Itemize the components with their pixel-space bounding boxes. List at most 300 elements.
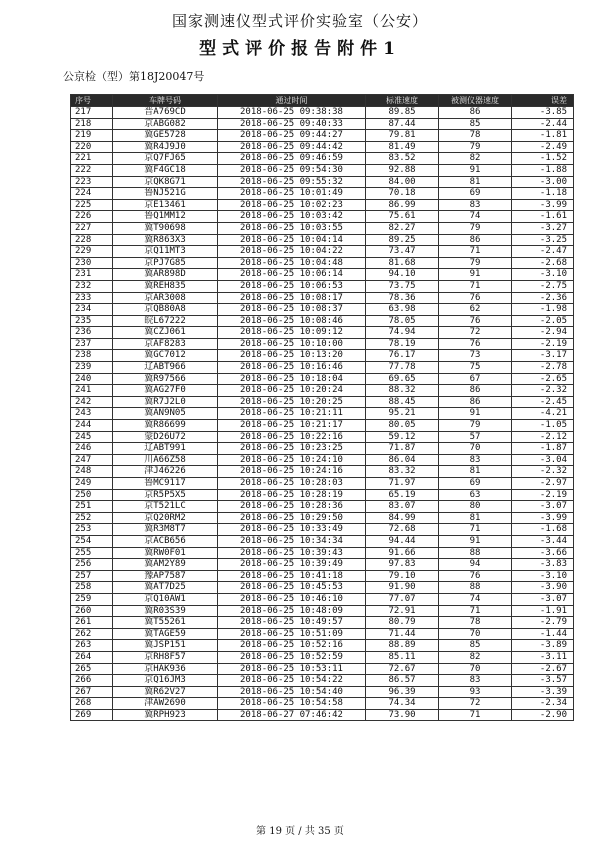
cell-index: 261 [71,617,113,629]
cell-index: 242 [71,396,113,408]
cell-error: -3.44 [512,535,574,547]
cell-error: -2.65 [512,373,574,385]
table-row [71,524,574,536]
table-row [71,188,574,200]
cell-plate: 京AR3008 [113,292,218,304]
cell-standard-speed: 92.88 [366,164,439,176]
cell-standard-speed: 78.36 [366,292,439,304]
cell-measured-speed: 88 [439,582,512,594]
cell-standard-speed: 84.00 [366,176,439,188]
cell-measured-speed: 79 [439,222,512,234]
cell-error: -2.45 [512,396,574,408]
cell-time: 2018-06-25 10:03:55 [218,222,366,234]
cell-time: 2018-06-25 09:46:59 [218,153,366,165]
cell-index: 241 [71,385,113,397]
cell-time: 2018-06-25 09:44:27 [218,130,366,142]
cell-index: 231 [71,269,113,281]
table-row [71,385,574,397]
cell-error: -2.47 [512,246,574,258]
cell-error: -3.57 [512,675,574,687]
cell-measured-speed: 88 [439,547,512,559]
cell-measured-speed: 81 [439,466,512,478]
table-row [71,420,574,432]
cell-time: 2018-06-25 10:10:00 [218,338,366,350]
table-row [71,199,574,211]
cell-standard-speed: 83.52 [366,153,439,165]
cell-standard-speed: 83.32 [366,466,439,478]
cell-measured-speed: 82 [439,153,512,165]
cell-error: -3.27 [512,222,574,234]
cell-measured-speed: 79 [439,420,512,432]
table-row [71,141,574,153]
cell-index: 217 [71,107,113,119]
cell-error: -2.32 [512,385,574,397]
cell-index: 228 [71,234,113,246]
cell-time: 2018-06-25 09:40:33 [218,118,366,130]
cell-measured-speed: 73 [439,350,512,362]
cell-standard-speed: 79.81 [366,130,439,142]
cell-measured-speed: 82 [439,651,512,663]
cell-standard-speed: 88.45 [366,396,439,408]
cell-measured-speed: 83 [439,199,512,211]
cell-standard-speed: 78.19 [366,338,439,350]
cell-error: -3.90 [512,582,574,594]
cell-index: 234 [71,304,113,316]
cell-time: 2018-06-25 10:04:14 [218,234,366,246]
cell-measured-speed: 80 [439,501,512,513]
cell-standard-speed: 83.07 [366,501,439,513]
cell-error: -1.81 [512,130,574,142]
cell-error: -3.04 [512,454,574,466]
cell-time: 2018-06-25 10:20:25 [218,396,366,408]
cell-plate: 冀R7J2L0 [113,396,218,408]
cell-index: 222 [71,164,113,176]
cell-plate: 京T521LC [113,501,218,513]
cell-plate: 京E13461 [113,199,218,211]
cell-error: -3.10 [512,269,574,281]
cell-measured-speed: 76 [439,315,512,327]
table-row [71,443,574,455]
cell-error: -2.44 [512,118,574,130]
cell-measured-speed: 71 [439,605,512,617]
cell-time: 2018-06-25 10:04:22 [218,246,366,258]
cell-measured-speed: 83 [439,675,512,687]
table-row [71,246,574,258]
cell-plate: 京HAK936 [113,663,218,675]
cell-plate: 京ACB656 [113,535,218,547]
cell-measured-speed: 83 [439,454,512,466]
cell-index: 221 [71,153,113,165]
cell-measured-speed: 93 [439,686,512,698]
table-row [71,176,574,188]
cell-time: 2018-06-25 10:52:59 [218,651,366,663]
cell-plate: 京RH8F57 [113,651,218,663]
cell-index: 258 [71,582,113,594]
table-row [71,304,574,316]
cell-error: -1.87 [512,443,574,455]
cell-standard-speed: 88.32 [366,385,439,397]
cell-time: 2018-06-25 09:38:38 [218,107,366,119]
cell-time: 2018-06-25 10:13:20 [218,350,366,362]
cell-plate: 冀RPH923 [113,709,218,721]
cell-measured-speed: 78 [439,130,512,142]
cell-time: 2018-06-25 10:28:36 [218,501,366,513]
cell-time: 2018-06-25 10:49:57 [218,617,366,629]
cell-time: 2018-06-25 10:53:11 [218,663,366,675]
cell-plate: 鲁Q1MM12 [113,211,218,223]
cell-time: 2018-06-25 10:28:03 [218,478,366,490]
cell-standard-speed: 94.10 [366,269,439,281]
cell-measured-speed: 76 [439,570,512,582]
lab-name: 国家测速仪型式评价实验室（公安） [171,12,428,30]
cell-standard-speed: 72.91 [366,605,439,617]
cell-index: 250 [71,489,113,501]
cell-measured-speed: 91 [439,269,512,281]
table-row [71,269,574,281]
cell-error: -3.39 [512,686,574,698]
table-row [71,547,574,559]
cell-measured-speed: 57 [439,431,512,443]
cell-time: 2018-06-25 10:24:16 [218,466,366,478]
table-row [71,408,574,420]
table-row [71,211,574,223]
cell-plate: 冀R3M8T7 [113,524,218,536]
cell-plate: 津AW2690 [113,698,218,710]
cell-measured-speed: 69 [439,188,512,200]
cell-index: 238 [71,350,113,362]
cell-error: -3.66 [512,547,574,559]
table-row [71,338,574,350]
cell-error: -3.25 [512,234,574,246]
cell-plate: 京Q20RM2 [113,512,218,524]
table-row [71,466,574,478]
table-row [71,698,574,710]
cell-time: 2018-06-25 10:20:24 [218,385,366,397]
table-row [71,396,574,408]
cell-time: 2018-06-25 10:16:46 [218,362,366,374]
cell-index: 255 [71,547,113,559]
cell-standard-speed: 71.44 [366,628,439,640]
cell-index: 220 [71,141,113,153]
cell-plate: 冀T90698 [113,222,218,234]
cell-error: -2.49 [512,141,574,153]
cell-time: 2018-06-25 10:54:40 [218,686,366,698]
cell-index: 243 [71,408,113,420]
cell-measured-speed: 72 [439,698,512,710]
cell-standard-speed: 88.89 [366,640,439,652]
cell-standard-speed: 78.05 [366,315,439,327]
cell-index: 252 [71,512,113,524]
cell-standard-speed: 96.39 [366,686,439,698]
cell-measured-speed: 76 [439,338,512,350]
cell-standard-speed: 80.79 [366,617,439,629]
cell-index: 268 [71,698,113,710]
cell-standard-speed: 72.68 [366,524,439,536]
cell-error: -2.75 [512,280,574,292]
cell-standard-speed: 87.44 [366,118,439,130]
cell-error: -3.10 [512,570,574,582]
cell-index: 244 [71,420,113,432]
cell-plate: 京Q10AW1 [113,593,218,605]
cell-standard-speed: 89.85 [366,107,439,119]
cell-index: 225 [71,199,113,211]
cell-plate: 冀R62V27 [113,686,218,698]
table-row [71,605,574,617]
cell-index: 224 [71,188,113,200]
cell-measured-speed: 70 [439,663,512,675]
table-row [71,118,574,130]
cell-measured-speed: 85 [439,640,512,652]
cell-error: -4.21 [512,408,574,420]
table-row [71,559,574,571]
cell-error: -1.52 [512,153,574,165]
cell-measured-speed: 94 [439,559,512,571]
cell-error: -2.67 [512,663,574,675]
table-row [71,292,574,304]
cell-plate: 冀GE5728 [113,130,218,142]
cell-index: 253 [71,524,113,536]
cell-time: 2018-06-25 10:23:25 [218,443,366,455]
cell-plate: 冀AT7D25 [113,582,218,594]
col-header-time: 通过时间 [218,95,366,107]
cell-measured-speed: 86 [439,385,512,397]
cell-error: -2.19 [512,338,574,350]
table-row [71,709,574,721]
cell-plate: 京Q16JM3 [113,675,218,687]
cell-time: 2018-06-25 10:22:16 [218,431,366,443]
cell-standard-speed: 91.90 [366,582,439,594]
table-row [71,675,574,687]
table-row [71,501,574,513]
cell-index: 245 [71,431,113,443]
cell-time: 2018-06-25 10:54:58 [218,698,366,710]
cell-plate: 京AF8283 [113,338,218,350]
cell-error: -2.34 [512,698,574,710]
cell-error: -2.36 [512,292,574,304]
cell-index: 266 [71,675,113,687]
cell-error: -2.90 [512,709,574,721]
cell-measured-speed: 72 [439,327,512,339]
cell-time: 2018-06-25 10:33:49 [218,524,366,536]
cell-index: 254 [71,535,113,547]
cell-error: -2.79 [512,617,574,629]
cell-plate: 冀GC7012 [113,350,218,362]
cell-plate: 冀R4J9J0 [113,141,218,153]
cell-measured-speed: 79 [439,141,512,153]
cell-time: 2018-06-25 10:24:10 [218,454,366,466]
cell-plate: 辽ABT966 [113,362,218,374]
cell-error: -2.68 [512,257,574,269]
cell-index: 240 [71,373,113,385]
col-header-plate: 车牌号码 [113,95,218,107]
cell-plate: 冀R97566 [113,373,218,385]
cell-standard-speed: 80.05 [366,420,439,432]
cell-standard-speed: 82.27 [366,222,439,234]
cell-measured-speed: 74 [439,211,512,223]
cell-standard-speed: 81.49 [366,141,439,153]
cell-error: -2.94 [512,327,574,339]
cell-time: 2018-06-25 10:06:14 [218,269,366,281]
cell-time: 2018-06-25 10:41:18 [218,570,366,582]
table-row [71,454,574,466]
table-row [71,107,574,119]
table-row [71,327,574,339]
cell-standard-speed: 71.97 [366,478,439,490]
table-row [71,640,574,652]
cell-index: 218 [71,118,113,130]
cell-time: 2018-06-25 10:39:43 [218,547,366,559]
cell-standard-speed: 74.34 [366,698,439,710]
cell-time: 2018-06-25 10:54:22 [218,675,366,687]
cell-index: 248 [71,466,113,478]
cell-plate: 京R5P5X5 [113,489,218,501]
cell-index: 269 [71,709,113,721]
cell-index: 239 [71,362,113,374]
cell-plate: 冀JSP151 [113,640,218,652]
cell-plate: 川A66Z58 [113,454,218,466]
cell-standard-speed: 81.68 [366,257,439,269]
cell-index: 227 [71,222,113,234]
cell-time: 2018-06-25 10:46:10 [218,593,366,605]
cell-error: -2.12 [512,431,574,443]
cell-measured-speed: 62 [439,304,512,316]
table-row [71,535,574,547]
table-row [71,686,574,698]
cell-plate: 鲁NJ521G [113,188,218,200]
table-row [71,617,574,629]
cell-plate: 京ABG082 [113,118,218,130]
cell-standard-speed: 70.18 [366,188,439,200]
cell-measured-speed: 71 [439,524,512,536]
cell-index: 260 [71,605,113,617]
cell-index: 235 [71,315,113,327]
cell-measured-speed: 81 [439,512,512,524]
cell-plate: 冀R03S39 [113,605,218,617]
cell-standard-speed: 77.07 [366,593,439,605]
cell-time: 2018-06-25 10:03:42 [218,211,366,223]
cell-measured-speed: 69 [439,478,512,490]
cell-standard-speed: 89.25 [366,234,439,246]
cell-error: -2.97 [512,478,574,490]
cell-index: 257 [71,570,113,582]
cell-plate: 津J46226 [113,466,218,478]
table-row [71,651,574,663]
cell-plate: 冀AR898D [113,269,218,281]
table-row [71,130,574,142]
table-row [71,350,574,362]
cell-time: 2018-06-25 10:02:23 [218,199,366,211]
cell-time: 2018-06-25 10:08:17 [218,292,366,304]
cell-index: 237 [71,338,113,350]
cell-time: 2018-06-25 10:45:53 [218,582,366,594]
cell-error: -3.83 [512,559,574,571]
cell-index: 236 [71,327,113,339]
cell-index: 232 [71,280,113,292]
cell-time: 2018-06-25 09:54:30 [218,164,366,176]
cell-plate: 京Q7FJ65 [113,153,218,165]
table-row [71,582,574,594]
cell-measured-speed: 71 [439,280,512,292]
cell-error: -2.05 [512,315,574,327]
cell-index: 223 [71,176,113,188]
cell-error: -1.44 [512,628,574,640]
cell-standard-speed: 86.99 [366,199,439,211]
cell-measured-speed: 75 [439,362,512,374]
table-row [71,478,574,490]
table-row [71,628,574,640]
cell-index: 249 [71,478,113,490]
cell-error: -3.00 [512,176,574,188]
cell-standard-speed: 86.04 [366,454,439,466]
cell-time: 2018-06-25 10:21:17 [218,420,366,432]
cell-index: 219 [71,130,113,142]
table-row [71,570,574,582]
cell-measured-speed: 63 [439,489,512,501]
cell-measured-speed: 71 [439,709,512,721]
cell-index: 263 [71,640,113,652]
cell-measured-speed: 74 [439,593,512,605]
cell-plate: 晋A769CD [113,107,218,119]
cell-index: 226 [71,211,113,223]
cell-standard-speed: 85.11 [366,651,439,663]
cell-measured-speed: 70 [439,443,512,455]
page-number: 第 19 页 / 共 35 页 [256,826,344,837]
cell-time: 2018-06-25 10:29:50 [218,512,366,524]
table-row [71,164,574,176]
cell-time: 2018-06-25 10:34:34 [218,535,366,547]
table-row [71,315,574,327]
cell-standard-speed: 59.12 [366,431,439,443]
cell-error: -3.17 [512,350,574,362]
cell-index: 251 [71,501,113,513]
cell-plate: 辽ABT991 [113,443,218,455]
table-row [71,489,574,501]
cell-index: 267 [71,686,113,698]
cell-plate: 冀AM2Y89 [113,559,218,571]
cell-index: 246 [71,443,113,455]
report-number: 公京检（型）第18J20047号 [63,70,205,83]
cell-plate: 冀TAGE59 [113,628,218,640]
cell-time: 2018-06-25 10:06:53 [218,280,366,292]
cell-standard-speed: 91.66 [366,547,439,559]
cell-index: 247 [71,454,113,466]
cell-standard-speed: 72.67 [366,663,439,675]
table-row [71,362,574,374]
cell-measured-speed: 86 [439,396,512,408]
cell-standard-speed: 77.78 [366,362,439,374]
cell-standard-speed: 76.17 [366,350,439,362]
cell-standard-speed: 95.21 [366,408,439,420]
cell-plate: 京Q11MT3 [113,246,218,258]
cell-plate: 冀F4GC18 [113,164,218,176]
cell-standard-speed: 73.75 [366,280,439,292]
cell-standard-speed: 94.44 [366,535,439,547]
cell-index: 265 [71,663,113,675]
cell-error: -2.32 [512,466,574,478]
cell-measured-speed: 86 [439,107,512,119]
cell-error: -1.05 [512,420,574,432]
cell-measured-speed: 67 [439,373,512,385]
cell-standard-speed: 69.65 [366,373,439,385]
cell-index: 233 [71,292,113,304]
table-row [71,257,574,269]
cell-plate: 冀AN9N05 [113,408,218,420]
cell-standard-speed: 97.83 [366,559,439,571]
cell-standard-speed: 73.47 [366,246,439,258]
speed-data-table [70,94,574,721]
table-row [71,280,574,292]
cell-measured-speed: 86 [439,234,512,246]
